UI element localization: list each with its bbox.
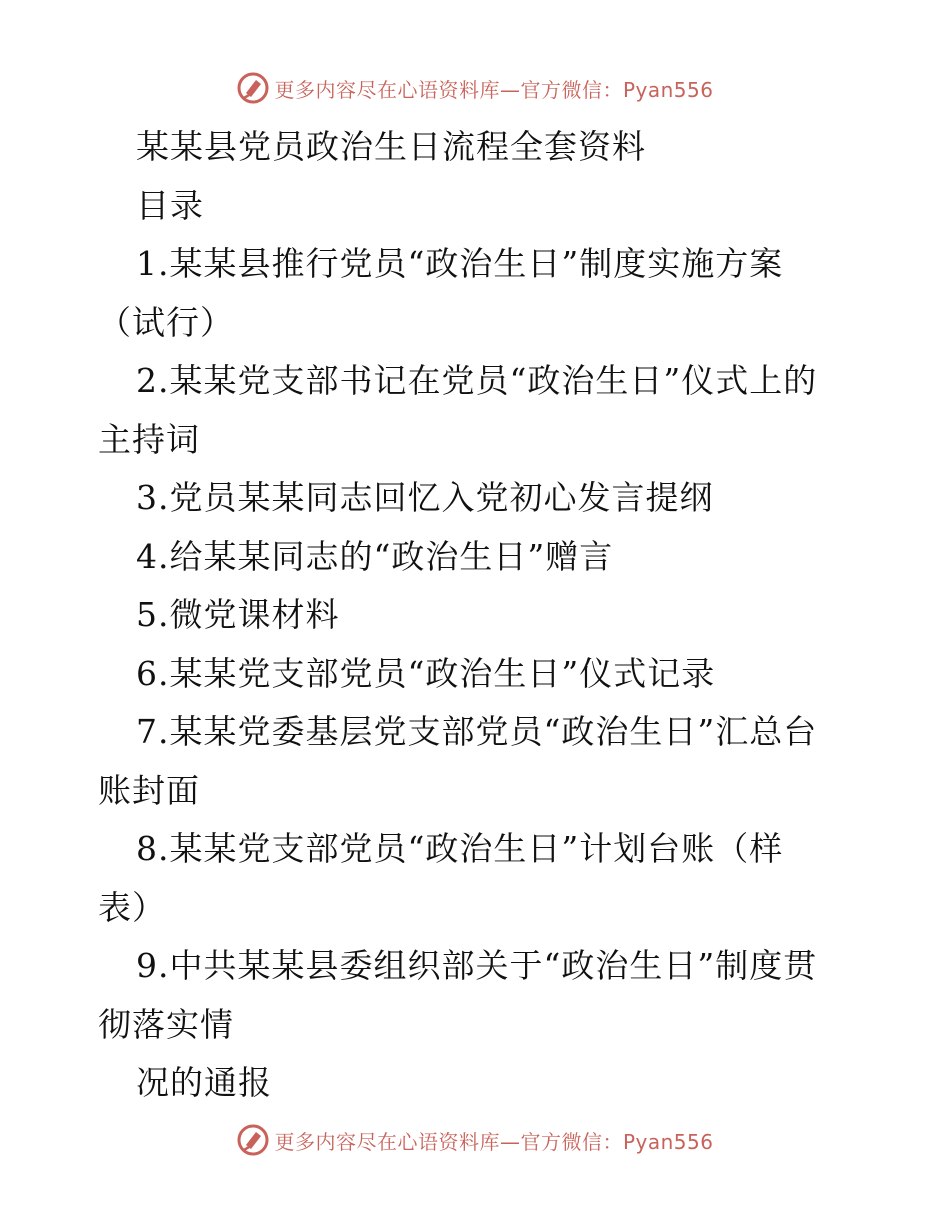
toc-item-4: 4.给某某同志的“政治生日”赠言 [136,536,614,576]
toc-item-2: 2.某某党支部书记在党员“政治生日”仪式上的 [136,361,818,400]
toc-item-2-continued: 主持词 [98,419,200,459]
toc-item-1-continued: （试行） [98,302,234,342]
toc-item-8: 8.某某党支部党员“政治生日”计划台账（样 [136,829,784,868]
watermark-text: 更多内容尽在心语资料库—官方微信：Pyan556 [274,77,714,102]
toc-heading: 目录 [136,185,204,225]
document-body [98,118,858,1113]
toc-item-8-continued: 表） [98,887,166,927]
toc-item-6: 6.某某党支部党员“政治生日”仪式记录 [136,653,716,693]
toc-item-1: 1.某某县推行党员“政治生日”制度实施方案 [136,244,784,283]
toc-item-7-continued: 账封面 [98,770,200,810]
toc-item-9: 9.中共某某县委组织部关于“政治生日”制度贯 [136,946,818,985]
document-title: 某某县党员政治生日流程全套资料 [136,127,646,166]
footer-watermark-banner [0,1120,950,1160]
pen-logo-icon [236,1123,270,1157]
watermark-text: 更多内容尽在心语资料库—官方微信：Pyan556 [274,1129,714,1154]
toc-item-7: 7.某某党委基层党支部党员“政治生日”汇总台 [136,712,818,751]
pen-logo-icon [236,71,270,105]
header-watermark-banner [0,68,950,108]
toc-item-9-continued: 彻落实情 [98,1004,234,1044]
toc-item-3: 3.党员某某同志回忆入党初心发言提纲 [136,478,714,517]
toc-item-9-continued-2: 况的通报 [136,1063,272,1102]
toc-item-5: 5.微党课材料 [136,595,340,634]
